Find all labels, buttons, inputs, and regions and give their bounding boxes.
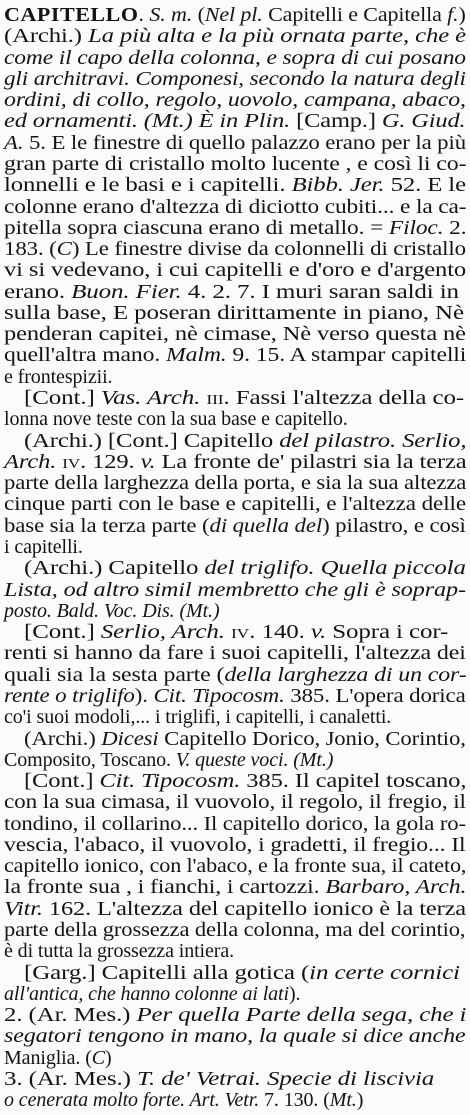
text-segment: . <box>138 4 150 26</box>
text-segment: S. m. <box>149 4 193 26</box>
text-segment: 7. 130. ( <box>259 1089 330 1112</box>
text-segment: 2. <box>443 216 467 239</box>
text-segment: La più alta e la più ornata parte, che è <box>87 25 466 48</box>
text-segment: Sopra i cor- <box>326 621 449 644</box>
text-segment: vi si vedevano, i cui capitelli e d'oro e d'argento <box>4 259 467 282</box>
text-segment: base sia la terza parte ( <box>4 514 210 537</box>
text-segment: v. <box>140 450 156 473</box>
text-segment: f. <box>447 4 459 26</box>
text-segment: 9. 15. A stampar capitelli <box>226 344 467 367</box>
text-segment: quali sia la sesta parte ( <box>4 663 225 686</box>
text-segment: Nel pl. <box>204 4 263 26</box>
text-segment: 162. L'altezza del capitello ionico è la terza <box>42 897 466 920</box>
text-segment: parte della grossezza della colonna, ma del corintio, <box>4 919 466 942</box>
text-segment: ) <box>458 4 466 26</box>
text-segment: vescia, l'abaco, il vuovolo, i gradetti, il fregio... Il <box>4 833 466 856</box>
text-segment: 385. Il capitel toscano, <box>240 770 467 793</box>
text-segment: C <box>56 238 72 261</box>
text-line <box>4 1087 363 1114</box>
text-segment: ) Le finestre divise da colonnelli di cristallo <box>71 238 466 261</box>
text-segment: 183. ( <box>4 238 57 261</box>
text-segment: erano. <box>4 280 72 303</box>
text-segment: Vas. Arch. <box>100 387 201 410</box>
text-segment: ( <box>192 4 205 26</box>
text-segment: . 140. <box>249 621 311 644</box>
text-segment: C <box>91 1046 106 1069</box>
text-segment: capitello ionico, con l'abaco, e la fronte sua, il cateto, <box>4 855 467 878</box>
text-segment: 52. E le <box>384 174 466 197</box>
text-segment: gran parte di cristallo molto lucente , e così li co- <box>4 152 467 175</box>
text-segment: 3. (Ar. Mes.) <box>4 1068 137 1090</box>
text-segment: lonna nove teste con la sua base e capitello. <box>4 408 348 431</box>
text-segment: A. <box>4 131 24 154</box>
text-segment: Buon. Fier. <box>71 280 182 303</box>
text-segment: Bibb. Jer. <box>291 174 385 197</box>
text-segment: iv <box>62 450 81 473</box>
text-segment: ) <box>356 1089 364 1112</box>
text-segment: i capitelli. <box>4 536 83 558</box>
text-segment: Mt. <box>329 1089 357 1112</box>
text-segment: parte della larghezza della porta, e sia la sua altezza <box>4 472 467 495</box>
text-segment: Malm. <box>166 344 227 367</box>
headword: CAPITELLO <box>4 4 139 26</box>
text-segment: ). <box>134 684 154 707</box>
text-segment: posto. Bald. Voc. Dis. (Mt.) <box>4 599 220 622</box>
text-segment: . 129. <box>80 450 141 473</box>
text-segment: iii <box>206 387 224 410</box>
text-segment: la fronte sua , i fianchi, i cartozzi. <box>4 876 326 899</box>
text-segment: Lista, od altro simil membretto che gli è soprap- <box>4 578 466 601</box>
text-segment: Composito, Toscano. <box>4 748 176 771</box>
text-segment: [Camp.] <box>290 110 382 133</box>
text-segment: G. Giud. <box>381 110 466 133</box>
text-segment: Cit. Tipocosm. <box>153 684 285 707</box>
text-segment: Capitelli e Capitella <box>262 4 448 26</box>
text-segment: Per quella Parte della sega, che i <box>136 1004 467 1027</box>
text-segment: [Garg.] Capitelli alla gotica ( <box>24 961 310 984</box>
text-segment: del pilastro. Serlio, <box>279 429 467 452</box>
text-segment: è di tutta la grossezza intiera. <box>4 940 235 963</box>
text-segment: . Fassi l'altezza della co- <box>223 387 465 410</box>
text-segment: colonne erano d'altezza di diciotto cubiti... e la ca- <box>4 195 467 218</box>
text-segment: Cit. Tipocosm. <box>99 770 241 793</box>
text-segment: Serlio, Arch. <box>100 621 225 644</box>
text-segment: (Archi.) Capitello <box>24 557 205 580</box>
text-segment: (Archi.) [Cont.] Capitello <box>24 429 280 452</box>
text-segment: [Cont.] <box>24 387 101 410</box>
text-segment: gli architravi. Componesi, secondo la natura degli <box>4 67 466 90</box>
text-segment: 4. 2. 7. I muri saran saldi in <box>181 280 459 303</box>
text-segment: Capitello Dorico, Jonio, Corintio, <box>158 727 466 750</box>
text-segment: della larghezza di un cor- <box>224 663 467 686</box>
text-segment: rente o triglifo <box>4 684 135 707</box>
text-segment: con la sua cimasa, il vuovolo, il regolo, il fregio, il <box>4 791 466 814</box>
text-segment: ) pilastro, e così <box>322 514 466 537</box>
text-segment: co'i suoi modoli,... i triglifi, i capitelli, i canaletti. <box>4 706 392 729</box>
text-segment: T. de' Vetrai. Specie di liscivia <box>136 1068 435 1090</box>
text-segment: Barbaro, Arch. <box>325 876 467 899</box>
text-segment: segatori tengono in mano, la quale si dice anche <box>4 1025 466 1048</box>
text-segment: ed ornamenti. (Mt.) È in Plin. <box>4 110 291 133</box>
text-segment: (Archi.) <box>24 727 102 750</box>
text-segment: lonnelli e le basi e i capitelli. <box>4 174 292 197</box>
text-segment: Arch. <box>4 450 57 473</box>
text-segment: o cenerata molto forte. Art. Vetr. <box>4 1089 260 1112</box>
text-segment: 2. (Ar. Mes.) <box>4 1004 137 1027</box>
text-segment: [Cont.] <box>24 770 100 793</box>
text-segment: ordini, di collo, regolo, uovolo, campana, abaco, <box>4 89 466 112</box>
text-segment: all'antica, che hanno colonne ai lati <box>4 982 289 1005</box>
text-segment: 5. E le finestre di quello palazzo erano per la più <box>23 131 467 154</box>
text-segment: renti si hanno da fare i suoi capitelli, l'altezza dei <box>4 642 466 665</box>
text-segment: Filoc. <box>388 216 444 239</box>
text-segment: come il capo della colonna, e sopra di cui posano <box>4 46 466 69</box>
text-segment: tondino, il collarino... Il capitello dorico, la gola ro- <box>4 812 466 835</box>
text-segment: ) <box>105 1046 112 1069</box>
text-segment: La fronte de' pilastri sia la terza <box>155 450 467 473</box>
text-segment: in certe cornici <box>309 961 460 984</box>
text-segment: del triglifo. Quella piccola <box>204 557 466 580</box>
text-segment: Dicesi <box>101 727 159 750</box>
text-segment: 385. L'opera dorica <box>284 684 466 707</box>
text-segment: V. queste voci. (Mt.) <box>175 748 334 771</box>
text-segment: cinque parti con le base e capitelli, e l'altezza delle <box>4 493 467 516</box>
text-segment: e frontespizii. <box>4 365 113 388</box>
text-segment: di quella del <box>209 514 323 537</box>
text-segment: v. <box>310 621 327 644</box>
text-segment: Vitr. <box>4 897 43 920</box>
text-segment: pitella sopra ciascuna erano di metallo. = <box>4 216 389 239</box>
text-segment: (Archi.) <box>4 25 88 48</box>
text-segment: penderan capitei, nè cimase, Nè verso questa nè <box>4 323 466 346</box>
text-segment: iv <box>230 621 250 644</box>
text-segment: Maniglia. ( <box>4 1046 92 1069</box>
text-segment: quell'altra mano. <box>4 344 167 367</box>
text-segment: sulla base, E poseran dirittamente in piano, Nè <box>4 301 464 324</box>
text-segment: ). <box>288 982 301 1005</box>
text-segment: [Cont.] <box>24 621 101 644</box>
